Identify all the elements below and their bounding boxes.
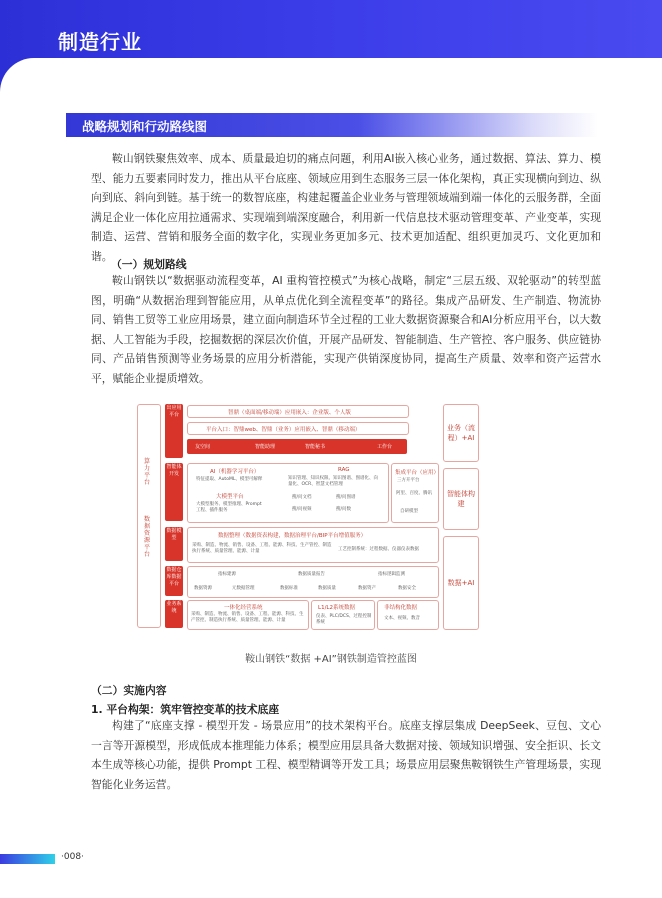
sys1-sub: 采购、制造、物流、销售、设备、工程、能源、科技、生产管控、制造执行系统、质量管理、能源、计量 — [191, 612, 304, 623]
section-banner — [66, 113, 598, 137]
ai-platform-sub: 特征提取、AutoML、模型可解释 — [196, 477, 263, 482]
app-layer-label: 出应用平台 — [166, 405, 182, 418]
data-gov-sub: 采购、制造、物流、销售、设备、工程、能源、科技、生产管控、制造执行系统、质量管理、能源、计量 — [192, 543, 332, 554]
sys3-sub: 文本、视频、数音 — [384, 616, 420, 621]
sys3: 非结构化数据 — [384, 605, 418, 611]
footer-accent-bar — [0, 854, 55, 864]
impl-subheading: 1. 平台构架：筑牢管控变革的技术底座 — [91, 703, 280, 716]
dev-layer-tag — [165, 463, 183, 521]
dev-layer-label: 智能体开发 — [166, 464, 182, 477]
indicator-2: 数据质量报告 — [298, 572, 325, 577]
sys2: L1/L2系统数据 — [318, 605, 355, 611]
right-box-3 — [443, 536, 479, 630]
ds-1: 数据资源 — [194, 586, 212, 591]
sys3-box — [377, 600, 439, 630]
top-line2-box — [187, 422, 409, 435]
sys1-box — [187, 600, 309, 630]
data-model-label: 数据模型 — [166, 528, 182, 541]
indicator-1: 指标建源 — [218, 572, 236, 577]
top-line3-bar — [187, 439, 407, 454]
qa-video: 搜/问视频 — [292, 507, 312, 512]
top-line3-c: 智能秘书 — [305, 444, 326, 450]
section-title: 战略规划和行动路线图 — [82, 119, 208, 134]
right-box-1 — [443, 404, 479, 462]
chapter-title: 制造行业 — [58, 30, 142, 54]
ds-4: 数据质量 — [318, 586, 336, 591]
roadmap-paragraph: 鞍山钢铁以“数据驱动流程变革，AI 重构管控模式”为核心战略，制定“三层五级、双轮驱动”的转型蓝图，明确“从数据治理到智能应用，从单点优化到全流程变革”的路径。集成产品研发、生产制造、物流协同、销售工贸等工业应用场景，建立面向制造环节全过程的工业大数据资源聚合和AI分析应用平台，以大数据、人工智能为手段，挖掘数据的深层次价值，开展产品研发、智能制造、生产管控、客户服务、供应链协同、产品销售预测等业务场景的应用分析潜能，实现产供销深度协同，提高生产质量、效率和资产运营水平，赋能企业提质增效。 — [91, 274, 601, 385]
top-line3-d: 工作台 — [377, 444, 393, 450]
right-box-2 — [443, 468, 479, 530]
integration: 集成平台（应用） — [395, 470, 440, 476]
integration-sub2: 阿里、百度、腾讯 — [396, 491, 432, 496]
data-platform-label: 数据仓库数据平台 — [166, 567, 182, 587]
llm-platform-sub: 大模型服务、模型推理、Prompt工程、插件服务 — [196, 502, 262, 513]
intro-paragraph: 鞍山钢铁聚焦效率、成本、质量最迫切的痛点问题，利用AI嵌入核心业务，通过数据、算法、算力、模型、能力五要素同时发力，推出从平台底座、领域应用到生态服务三层一体化架构，真正实现横向到边、纵向到底、斜向到链。基于统一的数智底座，构建起覆盖企业业务与管理领域端到端一体化的云服务群，全面满足企业一体化应用拉通需求、实现端到端深度融合，利用新一代信息技术驱动管理变革、产业变革，实现制造、运营、营销和服务全面的数字化，实现业务更加多元、技术更加适配、组织更加灵巧、文化更加和谐。 — [91, 152, 601, 263]
ds-6: 数据安全 — [398, 586, 416, 591]
sys2-sub: 仪表、PLC/DCS、过程控制系统 — [316, 614, 372, 625]
left-label-compute: 算力平台 — [144, 458, 151, 486]
qa-graph: 搜/问图谱 — [336, 495, 356, 500]
ai-platform: AI（机器学习平台） — [210, 469, 260, 475]
biz-layer-label: 业务系统 — [166, 601, 182, 614]
top-line3-a: 友空间 — [195, 444, 211, 450]
top-line2: 平台入口：智鼎web、智鼎（业务）应用嵌入、智鼎（移动端） — [206, 427, 361, 433]
right-label-2: 智能体构建 — [447, 490, 475, 508]
right-label-3: 数据+AI — [447, 579, 475, 587]
ds-2: 元数据管理 — [232, 586, 255, 591]
ds-3: 数据标准 — [280, 586, 298, 591]
data-gov-sub2: 工艺控制系统：过程数据、仪器仪表数据 — [338, 547, 419, 552]
sys2-box — [311, 600, 375, 630]
roadmap-heading: （一）规划路线 — [111, 258, 187, 271]
blueprint-figure — [137, 398, 479, 630]
ds-5: 数据资产 — [358, 586, 376, 591]
rag-sub: 知识管理、知识权限、知识图谱、图谱化、向量化、OCR、智慧文档管理 — [288, 476, 378, 487]
qa-number: 搜/问数 — [336, 507, 352, 512]
figure-caption: 鞍山钢铁“数据 +AI”钢铁制造管控蓝图 — [245, 654, 417, 665]
integration-sub3: 自研模型 — [400, 509, 418, 514]
data-gov: 数据整理（数据资表构建，数据治理平台/BIP平台增值服务） — [218, 533, 367, 539]
data-model-box — [187, 527, 439, 563]
dev-layer-box — [187, 463, 389, 523]
data-model-tag — [165, 527, 183, 561]
indicator-3: 指标逻辑监测 — [378, 572, 405, 577]
qa-docs: 搜/问文档 — [292, 495, 312, 500]
data-platform-box — [187, 566, 439, 598]
top-line3-b: 智能助理 — [255, 444, 276, 450]
llm-platform: 大模型平台 — [216, 494, 244, 500]
top-line1-box — [187, 405, 409, 418]
page-number: ·008· — [61, 852, 84, 862]
rag-label: RAG — [338, 467, 350, 473]
integration-sub: 三方开平台 — [397, 478, 420, 483]
top-line1: 智鼎（桌面端/移动端）应用嵌入：企业版、个人版 — [228, 410, 351, 416]
impl-paragraph: 构建了“底座支撑 - 模型开发 - 场景应用”的技术架构平台。底座支撑层集成 DeepSeek、豆包、文心一言等开源模型，形成低成本推理能力体系；模型应用层具备大数据对接、领域知识增强、安全拒识、长文本生成等核心功能，提供 Prompt 工程、模型精调等开发工具；场景应用层聚焦鞍钢铁生产管理场景，实现智能化业务运营。 — [91, 719, 601, 791]
sys1: 一体化经营系统 — [224, 605, 263, 611]
app-layer-tag — [165, 404, 183, 458]
integration-box — [391, 463, 439, 523]
left-label-data: 数据资源平台 — [144, 516, 151, 558]
impl-heading: （二）实施内容 — [91, 684, 167, 697]
right-label-1: 业务（流程）+AI — [447, 424, 475, 442]
data-platform-tag — [165, 566, 183, 596]
biz-layer-tag — [165, 600, 183, 628]
